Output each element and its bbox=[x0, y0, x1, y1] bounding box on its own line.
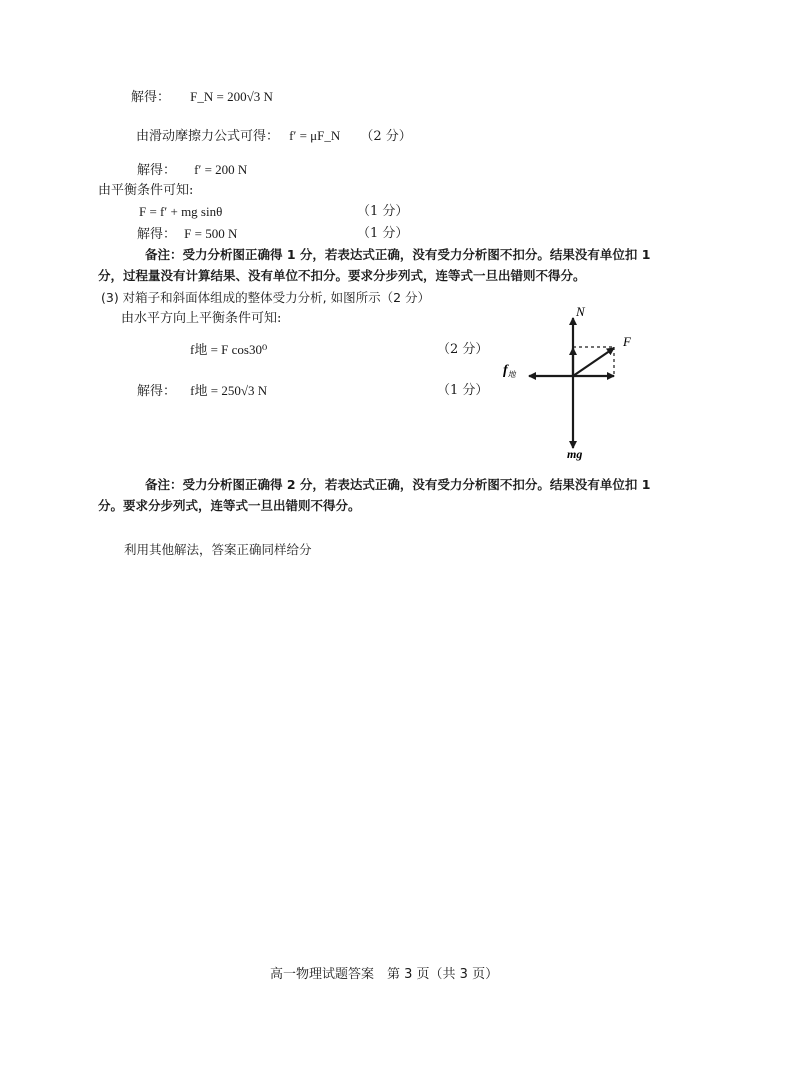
equation-friction: f′ = μF_N bbox=[289, 128, 341, 143]
grading-note-1-line-1: 备注：受力分析图正确得 1 分，若表达式正确，没有受力分析图不扣分。结果没有单位扣 1 bbox=[145, 247, 651, 262]
score-label: （2 分） bbox=[360, 129, 412, 144]
equation-F-value: F = 500 N bbox=[184, 226, 238, 241]
solution-line-F bbox=[137, 226, 237, 243]
solve-label: 解得： bbox=[131, 90, 171, 105]
solution-line-friction bbox=[137, 162, 247, 179]
equation-balance: F = f′ + mg sinθ bbox=[139, 204, 223, 219]
equation-ground-friction-value: f地 = 250√3 N bbox=[190, 383, 268, 398]
applied-force-arrow bbox=[573, 348, 614, 376]
friction-formula-text: 由滑动摩擦力公式可得： bbox=[136, 129, 280, 144]
closing-note: 利用其他解法，答案正确同样给分 bbox=[124, 542, 312, 557]
solve-label: 解得： bbox=[137, 227, 177, 242]
grading-note-2-line-1: 备注：受力分析图正确得 2 分，若表达式正确，没有受力分析图不扣分。结果没有单位扣 1 bbox=[145, 477, 651, 492]
balance-condition-text: 由平衡条件可知: bbox=[98, 183, 194, 198]
page-footer: 高一物理试题答案 第 3 页（共 3 页） bbox=[270, 967, 499, 982]
friction-formula-line bbox=[136, 128, 412, 145]
equation-friction-value: f′ = 200 N bbox=[194, 162, 248, 177]
score-label: （1 分） bbox=[357, 226, 409, 241]
part-3-heading: (3) 对箱子和斜面体组成的整体受力分析, 如图所示（2 分） bbox=[101, 290, 431, 305]
label-F: F bbox=[623, 334, 631, 349]
solution-line-1 bbox=[131, 89, 273, 106]
label-mg: mg bbox=[567, 447, 583, 461]
label-N: N bbox=[576, 304, 585, 319]
equation-normal-force: F_N = 200√3 N bbox=[190, 89, 273, 104]
grading-note-1-line-2: 分，过程量没有计算结果、没有单位不扣分。要求分步列式，连等式一旦出错则不得分。 bbox=[98, 268, 586, 283]
score-label: （2 分） bbox=[437, 342, 489, 357]
force-diagram bbox=[495, 300, 675, 470]
grading-note-2-line-2: 分。要求分步列式，连等式一旦出错则不得分。 bbox=[98, 498, 361, 513]
score-label: （1 分） bbox=[357, 204, 409, 219]
horizontal-balance-text: 由水平方向上平衡条件可知: bbox=[121, 311, 282, 326]
solve-label: 解得： bbox=[137, 163, 177, 178]
solve-label: 解得： bbox=[137, 384, 177, 399]
solution-line-ground-friction bbox=[137, 383, 267, 400]
label-f-ground: $f_地$ bbox=[503, 363, 516, 379]
score-label: （1 分） bbox=[437, 383, 489, 398]
equation-ground-friction: f地 = F cos30⁰ bbox=[190, 342, 268, 357]
